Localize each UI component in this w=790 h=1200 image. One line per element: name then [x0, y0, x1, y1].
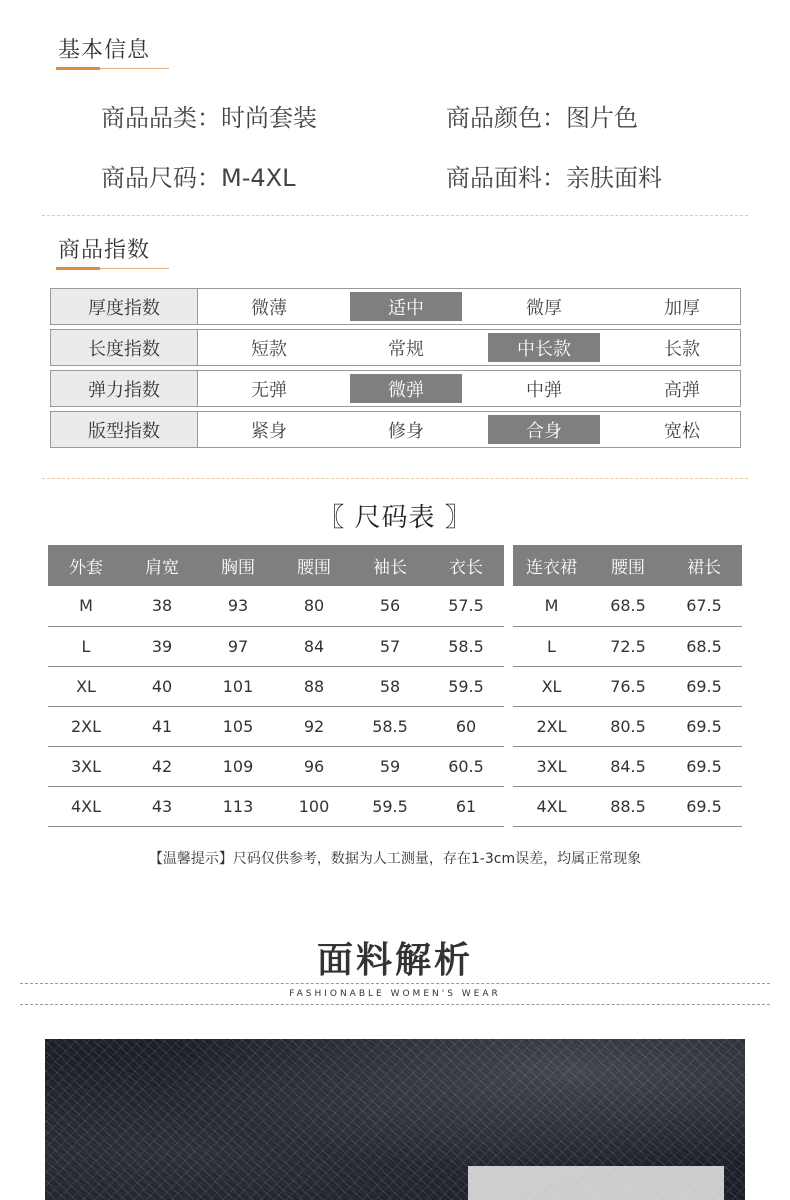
- size-cell: 93: [200, 586, 276, 626]
- table-row: [48, 626, 504, 666]
- size-header-cell: 袖长: [352, 545, 428, 586]
- fabric-line-bottom: [20, 1004, 770, 1005]
- size-cell: 96: [276, 746, 352, 786]
- index-option: 高弹: [664, 379, 700, 401]
- index-option-selected: 适中: [350, 292, 462, 321]
- fabric-subtitle: FASHIONABLE WOMEN'S WEAR: [289, 989, 501, 999]
- info-category-value: 时尚套装: [221, 104, 317, 132]
- size-tip: 【温馨提示】尺码仅供参考，数据为人工测量，存在1-3cm误差，均属正常现象: [148, 851, 642, 867]
- size-header-cell: 肩宽: [124, 545, 200, 586]
- info-size-value: M-4XL: [221, 164, 296, 192]
- size-cell: 67.5: [666, 586, 742, 626]
- size-cell: 84.5: [590, 746, 666, 786]
- size-cell: 38: [124, 586, 200, 626]
- index-row-label: 版型指数: [51, 412, 198, 447]
- table-row: [48, 666, 504, 706]
- index-title: 商品指数: [58, 238, 151, 263]
- size-cell: 3XL: [48, 746, 124, 786]
- basic-info-title: 基本信息: [58, 38, 151, 63]
- size-cell: 72.5: [590, 626, 666, 666]
- size-cell: 58.5: [352, 706, 428, 746]
- index-row: [50, 370, 741, 407]
- table-row: [513, 786, 742, 826]
- index-option: 紧身: [251, 420, 287, 442]
- basic-info-underline: [56, 68, 169, 69]
- size-cell: 4XL: [513, 786, 590, 826]
- size-cell: 41: [124, 706, 200, 746]
- size-cell: 59.5: [352, 786, 428, 826]
- index-row: [50, 329, 741, 366]
- size-cell: 84: [276, 626, 352, 666]
- size-cell: 40: [124, 666, 200, 706]
- size-cell: 58: [352, 666, 428, 706]
- size-cell: 4XL: [48, 786, 124, 826]
- divider-2: [42, 478, 748, 479]
- dress-size-table: [513, 545, 742, 827]
- size-header-cell: 外套: [48, 545, 124, 586]
- size-cell: 69.5: [666, 786, 742, 826]
- info-fabric: [446, 158, 662, 193]
- table-row: [48, 746, 504, 786]
- index-option: 常规: [388, 338, 424, 360]
- index-option-selected: 微弹: [350, 374, 462, 403]
- size-header-cell: 腰围: [590, 545, 666, 586]
- size-cell: 57: [352, 626, 428, 666]
- size-header-cell: 衣长: [428, 545, 504, 586]
- size-cell: M: [513, 586, 590, 626]
- coat-size-table: [48, 545, 504, 827]
- table-row: [513, 586, 742, 626]
- info-color: [446, 98, 638, 133]
- size-cell: L: [513, 626, 590, 666]
- index-underline: [56, 268, 169, 269]
- size-cell: 80.5: [590, 706, 666, 746]
- table-row: [513, 746, 742, 786]
- size-cell: XL: [48, 666, 124, 706]
- size-cell: 42: [124, 746, 200, 786]
- table-row: [48, 786, 504, 826]
- index-options: [198, 289, 740, 324]
- table-row: [48, 706, 504, 746]
- size-header-cell: 胸围: [200, 545, 276, 586]
- size-cell: 2XL: [48, 706, 124, 746]
- size-cell: 88.5: [590, 786, 666, 826]
- index-row-label: 厚度指数: [51, 289, 198, 324]
- size-header-cell: 腰围: [276, 545, 352, 586]
- table-row: [513, 626, 742, 666]
- size-cell: 60: [428, 706, 504, 746]
- index-option: 修身: [388, 420, 424, 442]
- info-category-label: 商品品类：: [101, 104, 221, 132]
- index-option: 长款: [664, 338, 700, 360]
- fabric-title: 面料解析: [316, 939, 473, 981]
- info-color-value: 图片色: [566, 104, 638, 132]
- index-options: [198, 371, 740, 406]
- size-cell: 69.5: [666, 706, 742, 746]
- size-cell: 39: [124, 626, 200, 666]
- index-option-selected: 中长款: [488, 333, 600, 362]
- size-cell: 43: [124, 786, 200, 826]
- size-cell: 2XL: [513, 706, 590, 746]
- size-cell: 113: [200, 786, 276, 826]
- index-row-label: 弹力指数: [51, 371, 198, 406]
- index-option: 短款: [251, 338, 287, 360]
- info-fabric-value: 亲肤面料: [566, 164, 662, 192]
- size-cell: 61: [428, 786, 504, 826]
- size-cell: 105: [200, 706, 276, 746]
- index-option: 无弹: [251, 379, 287, 401]
- size-cell: 68.5: [666, 626, 742, 666]
- size-cell: 69.5: [666, 666, 742, 706]
- size-cell: 92: [276, 706, 352, 746]
- size-cell: 59.5: [428, 666, 504, 706]
- size-cell: 100: [276, 786, 352, 826]
- size-cell: 109: [200, 746, 276, 786]
- size-cell: 57.5: [428, 586, 504, 626]
- index-row: [50, 288, 741, 325]
- index-option-selected: 合身: [488, 415, 600, 444]
- size-cell: 97: [200, 626, 276, 666]
- size-cell: 76.5: [590, 666, 666, 706]
- size-chart-title: 〖 尺码表 〗: [318, 503, 472, 533]
- fabric-texture-image: [45, 1039, 745, 1200]
- size-cell: M: [48, 586, 124, 626]
- table-row: [513, 706, 742, 746]
- info-fabric-label: 商品面料：: [446, 164, 566, 192]
- size-cell: 59: [352, 746, 428, 786]
- fabric-line-top: [20, 983, 770, 984]
- index-options: [198, 412, 740, 447]
- size-cell: 88: [276, 666, 352, 706]
- fabric-overlay-card: [468, 1166, 724, 1200]
- size-header-cell: 裙长: [666, 545, 742, 586]
- size-cell: 68.5: [590, 586, 666, 626]
- info-color-label: 商品颜色：: [446, 104, 566, 132]
- index-row: [50, 411, 741, 448]
- table-row: [48, 586, 504, 626]
- index-option: 宽松: [664, 420, 700, 442]
- index-options: [198, 330, 740, 365]
- size-cell: 60.5: [428, 746, 504, 786]
- size-cell: XL: [513, 666, 590, 706]
- size-cell: 101: [200, 666, 276, 706]
- table-row: [513, 666, 742, 706]
- info-size-label: 商品尺码：: [101, 164, 221, 192]
- index-row-label: 长度指数: [51, 330, 198, 365]
- size-header-cell: 连衣裙: [513, 545, 590, 586]
- size-cell: 56: [352, 586, 428, 626]
- size-cell: 80: [276, 586, 352, 626]
- size-cell: 3XL: [513, 746, 590, 786]
- index-option: 中弹: [526, 379, 562, 401]
- size-cell: 69.5: [666, 746, 742, 786]
- info-category: [101, 98, 317, 133]
- index-option: 微厚: [526, 297, 562, 319]
- size-cell: L: [48, 626, 124, 666]
- info-size: [101, 158, 295, 193]
- divider-1: [42, 215, 748, 216]
- index-option: 加厚: [664, 297, 700, 319]
- size-cell: 58.5: [428, 626, 504, 666]
- index-option: 微薄: [251, 297, 287, 319]
